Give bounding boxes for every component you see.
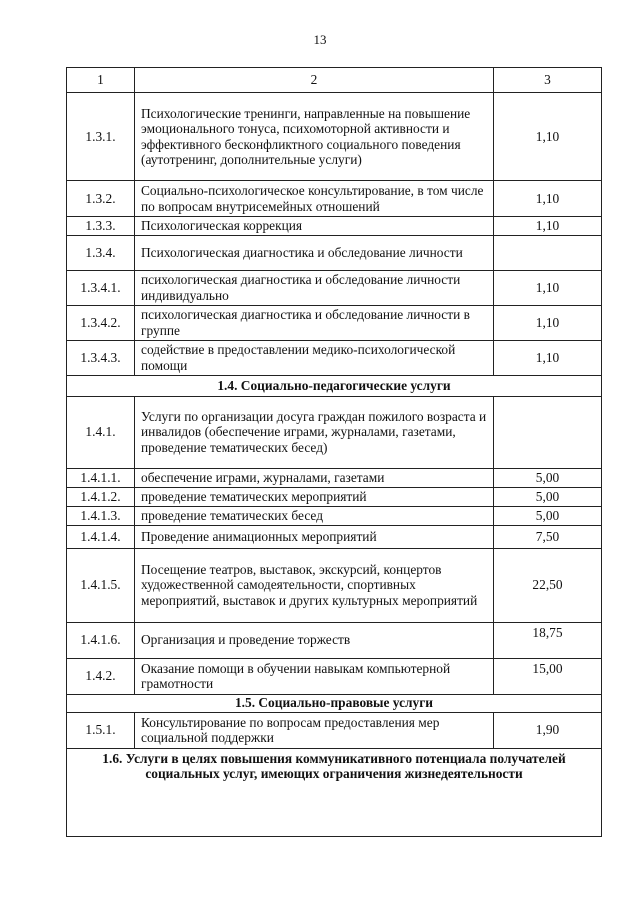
row-number: 1.4.1.4.: [67, 525, 135, 548]
row-description: Психологическая коррекция: [135, 217, 494, 236]
page-number: 13: [313, 32, 327, 47]
table-row: [67, 487, 602, 506]
row-number: 1.4.2.: [67, 658, 135, 694]
row-number: 1.3.3.: [67, 217, 135, 236]
row-description: Оказание помощи в обучении навыкам компьютерной грамотности: [135, 658, 494, 694]
table-header-row: [67, 68, 602, 93]
row-description: содействие в предоставлении медико-психологической помощи: [135, 340, 494, 375]
row-value: 1,10: [494, 181, 602, 217]
section-heading: 1.6. Услуги в целях повышения коммуникативного потенциала получателей социальных услуг, имеющих ограничения жизнедеятельности: [67, 748, 602, 836]
row-value: [494, 396, 602, 468]
row-number: 1.3.4.2.: [67, 305, 135, 340]
row-number: 1.4.1.2.: [67, 487, 135, 506]
row-number: 1.3.4.1.: [67, 270, 135, 305]
row-value: 22,50: [494, 548, 602, 622]
row-value: 7,50: [494, 525, 602, 548]
row-description: Организация и проведение торжеств: [135, 622, 494, 658]
row-description: психологическая диагностика и обследование личности в группе: [135, 305, 494, 340]
row-value: 1,10: [494, 217, 602, 236]
row-description: Консультирование по вопросам предоставления мер социальной поддержки: [135, 712, 494, 748]
row-description: Посещение театров, выставок, экскурсий, концертов художественной самодеятельности, спортивных мероприятий, выставок и других культурных мероприятий: [135, 548, 494, 622]
section-row: [67, 748, 602, 836]
row-description: проведение тематических мероприятий: [135, 487, 494, 506]
header-cell: 1: [67, 68, 135, 93]
section-row: [67, 375, 602, 396]
row-value: 5,00: [494, 506, 602, 525]
row-description: Психологические тренинги, направленные на повышение эмоционального тонуса, психомоторной активности и эффективного бесконфликтного социального поведения (аутотренинг, дополнительные услуги): [135, 93, 494, 181]
table-row: [67, 622, 602, 658]
table-row: [67, 468, 602, 487]
table-row: [67, 396, 602, 468]
row-value: 1,90: [494, 712, 602, 748]
row-number: 1.5.1.: [67, 712, 135, 748]
row-description: Проведение анимационных мероприятий: [135, 525, 494, 548]
table-row: [67, 93, 602, 181]
table-row: [67, 525, 602, 548]
row-number: 1.4.1.6.: [67, 622, 135, 658]
table-row: [67, 548, 602, 622]
row-value: 5,00: [494, 468, 602, 487]
row-number: 1.4.1.3.: [67, 506, 135, 525]
table-row: [67, 217, 602, 236]
row-number: 1.4.1.5.: [67, 548, 135, 622]
row-value: 1,10: [494, 93, 602, 181]
row-value: 1,10: [494, 305, 602, 340]
header-cell: 3: [494, 68, 602, 93]
table-row: [67, 712, 602, 748]
row-number: 1.3.4.3.: [67, 340, 135, 375]
row-value: 5,00: [494, 487, 602, 506]
section-heading: 1.5. Социально-правовые услуги: [67, 694, 602, 712]
section-heading: 1.4. Социально-педагогические услуги: [67, 375, 602, 396]
services-table: [66, 67, 602, 837]
table-row: [67, 506, 602, 525]
row-value: 1,10: [494, 270, 602, 305]
row-description: психологическая диагностика и обследование личности индивидуально: [135, 270, 494, 305]
row-description: Психологическая диагностика и обследование личности: [135, 235, 494, 270]
row-description: Социально-психологическое консультирование, в том числе по вопросам внутрисемейных отношений: [135, 181, 494, 217]
row-description: обеспечение играми, журналами, газетами: [135, 468, 494, 487]
table-row: [67, 340, 602, 375]
row-number: 1.3.2.: [67, 181, 135, 217]
row-number: 1.3.4.: [67, 235, 135, 270]
row-description: Услуги по организации досуга граждан пожилого возраста и инвалидов (обеспечение играми, журналами, газетами, проведение тематических бесед): [135, 396, 494, 468]
row-number: 1.3.1.: [67, 93, 135, 181]
table-row: [67, 305, 602, 340]
table-row: [67, 181, 602, 217]
row-number: 1.4.1.: [67, 396, 135, 468]
row-value: 18,75: [494, 622, 602, 658]
row-description: проведение тематических бесед: [135, 506, 494, 525]
row-number: 1.4.1.1.: [67, 468, 135, 487]
table-row: [67, 270, 602, 305]
table-row: [67, 658, 602, 694]
table-row: [67, 235, 602, 270]
row-value: 15,00: [494, 658, 602, 694]
row-value: [494, 235, 602, 270]
header-cell: 2: [135, 68, 494, 93]
row-value: 1,10: [494, 340, 602, 375]
section-row: [67, 694, 602, 712]
